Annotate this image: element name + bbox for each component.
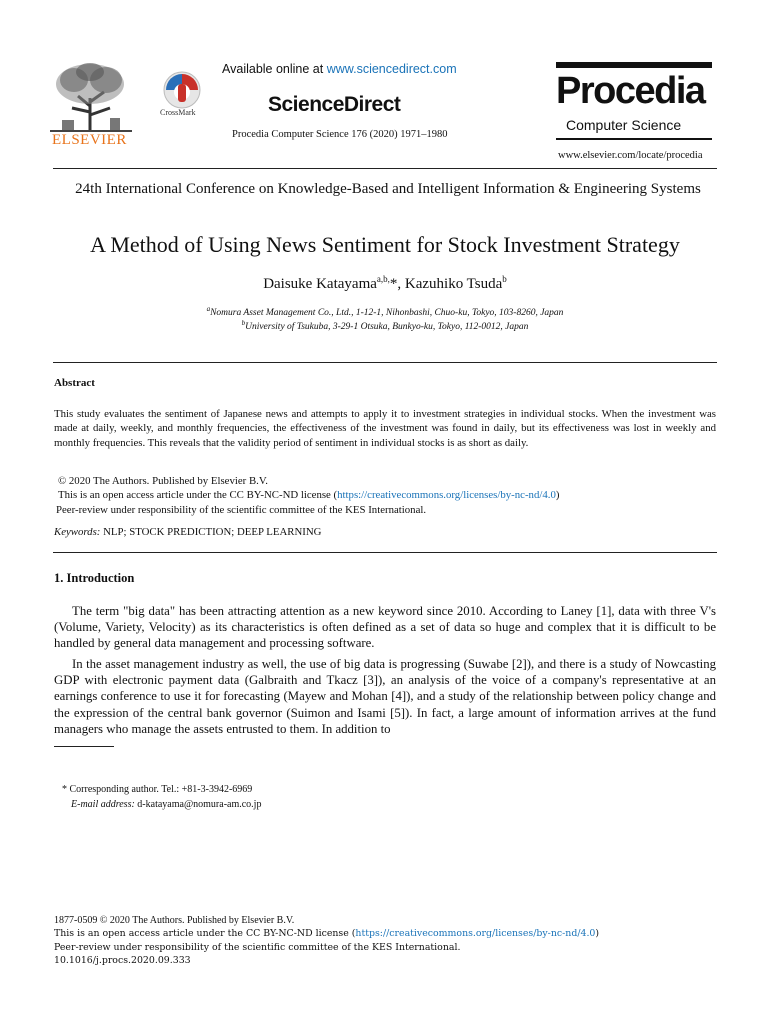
procedia-url[interactable]: www.elsevier.com/locate/procedia — [558, 150, 703, 161]
footer-license — [54, 927, 599, 940]
page-footer — [54, 914, 599, 967]
paper-title: A Method of Using News Sentiment for Stock Investment Strategy — [90, 232, 680, 257]
abstract-copyright: © 2020 The Authors. Published by Elsevier B.V. — [58, 475, 268, 487]
abstract-license — [56, 488, 716, 502]
footnote-email-label: E-mail address: — [71, 799, 135, 810]
intro-paragraph-1: The term "big data" has been attracting attention as a new keyword since 2010. According to Laney [1], data with three V's (Volume, Variety, Velocity) as its characteristics is often defined as a set of data so huge and complex that it is difficult to be handled by general data management and processing software. — [54, 604, 716, 651]
affiliation-a — [30, 306, 740, 320]
crossmark-icon — [162, 70, 202, 110]
footnote-corresponding-text: Corresponding author. Tel.: +81-3-3942-6969 — [69, 784, 253, 795]
abstract-copyright-block — [56, 474, 716, 517]
affiliation-b-text: University of Tsukuba, 3-29-1 Otsuka, Bunkyo-ku, Tokyo, 112-0012, Japan — [245, 322, 529, 332]
abstract-license-prefix: This is an open access article under the CC BY-NC-ND license ( — [58, 489, 338, 502]
intro-paragraph-2: In the asset management industry as well, the use of big data is progressing (Suwabe [2]), and there is a study of Nowcasting GDP with electronic payment data (Galbraith and Tkacz [3]), an analysis of the voice of a company's representative at an earnings conference to use it for forecasting (Mayew and Mohan [4]), and a study of the relationship between policy change and the expression of the central bank governor (Suimon and Isami [5]). In fact, a large amount of information arrives at the fund managers who manage the assets entrusted to them. In addition to — [54, 657, 716, 736]
crossmark-label: CrossMark — [160, 108, 196, 117]
crossmark-logo[interactable] — [158, 70, 206, 120]
footer-license-suffix: ) — [595, 928, 600, 940]
sciencedirect-wordmark: ScienceDirect — [268, 93, 401, 116]
affiliation-a-sup: a — [206, 304, 211, 313]
abstract-peer-review: Peer-review under responsibility of the scientific committee of the KES International. — [56, 503, 427, 516]
abstract-license-suffix: ) — [555, 489, 560, 502]
header-rule — [53, 168, 717, 169]
available-online — [222, 62, 457, 76]
footnote-star: * — [62, 784, 70, 795]
keywords — [54, 526, 321, 538]
elsevier-logo — [50, 60, 132, 148]
footnote-rule — [54, 746, 114, 747]
keywords-list: NLP; STOCK PREDICTION; DEEP LEARNING — [103, 526, 322, 538]
procedia-title: Procedia — [556, 70, 705, 112]
footer-license-prefix: This is an open access article under the CC BY-NC-ND license ( — [54, 928, 356, 940]
elsevier-tree-icon — [50, 60, 132, 132]
available-prefix: Available online at — [222, 62, 327, 76]
author-separator: , — [397, 276, 405, 292]
affiliations — [30, 306, 740, 334]
abstract-bottom-rule — [53, 552, 717, 553]
author-2: Kazuhiko Tsuda — [404, 276, 503, 292]
footnote-email — [62, 797, 261, 812]
abstract-license-link[interactable]: https://creativecommons.org/licenses/by-nc-nd/4.0 — [337, 489, 556, 502]
affiliation-b — [30, 320, 740, 334]
abstract-top-rule — [53, 362, 717, 363]
footer-issn: 1877-0509 © 2020 The Authors. Published by Elsevier B.V. — [54, 915, 295, 926]
conference-name: 24th International Conference on Knowledge-Based and Intelligent Information & Engineering Systems — [75, 181, 701, 197]
affiliation-b-sup: b — [241, 318, 246, 327]
author-1-affil: a,b, — [376, 274, 390, 284]
section-heading-introduction: 1. Introduction — [54, 571, 135, 585]
sciencedirect-link[interactable]: www.sciencedirect.com — [326, 62, 457, 76]
footnote-block — [62, 782, 261, 812]
elsevier-wordmark: ELSEVIER — [52, 132, 127, 148]
author-1: Daisuke Katayama — [263, 276, 377, 292]
affiliation-a-text: Nomura Asset Management Co., Ltd., 1-12-1, Nihonbashi, Chuo-ku, Tokyo, 103-8260, Japan — [210, 308, 564, 318]
abstract-heading: Abstract — [54, 377, 95, 389]
journal-citation: Procedia Computer Science 176 (2020) 1971–1980 — [232, 129, 448, 140]
author-2-affil: b — [502, 274, 507, 284]
keywords-label: Keywords: — [54, 526, 101, 538]
author-line — [30, 276, 740, 293]
footnote-corresponding — [62, 782, 261, 797]
corresponding-star: * — [389, 276, 398, 292]
footer-doi[interactable]: 10.1016/j.procs.2020.09.333 — [54, 954, 191, 966]
procedia-logo — [556, 62, 716, 142]
abstract-text: This study evaluates the sentiment of Japanese news and attempts to apply it to investment strategies in individual stocks. When the investment was made at daily, weekly, and monthly frequencies, the effectiveness of the investment was found in daily, but its effectiveness was lost in weekly and monthly frequencies. This reveals that the validity period of sentiment in individual stocks is as short as daily. — [54, 408, 716, 449]
procedia-subtitle: Computer Science — [566, 117, 682, 133]
footnote-email-address[interactable]: d-katayama@nomura-am.co.jp — [137, 799, 262, 810]
footer-peer-review: Peer-review under responsibility of the scientific committee of the KES International. — [54, 941, 461, 953]
footer-license-link[interactable]: https://creativecommons.org/licenses/by-nc-nd/4.0 — [355, 928, 596, 940]
